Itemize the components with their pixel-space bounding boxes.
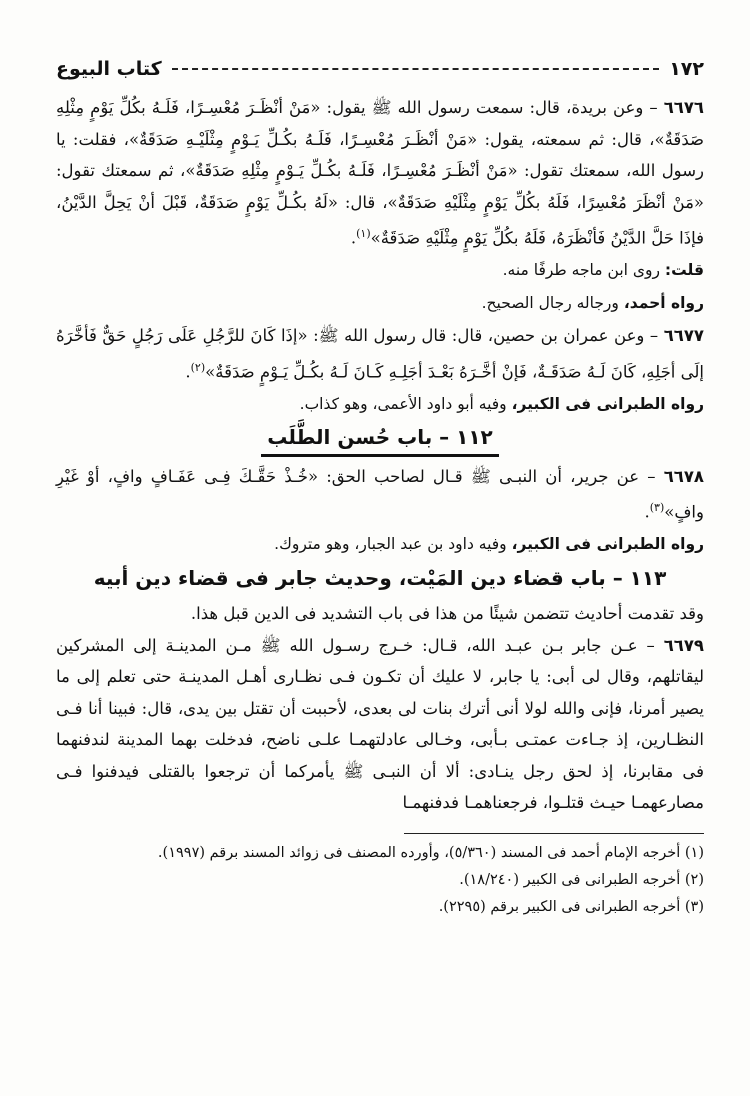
footnote-2: (٢) أخرجه الطبرانى فى الكبير (١٨/٢٤٠). bbox=[459, 871, 704, 888]
header-rule bbox=[172, 68, 660, 70]
footnote-ref: (٣) bbox=[649, 501, 665, 514]
qult-text: روى ابن ماجه طرفًا منه. bbox=[502, 261, 660, 279]
book-page bbox=[56, 52, 704, 1082]
page-header bbox=[56, 52, 704, 86]
hadith-6679 bbox=[56, 630, 704, 819]
hadith-6677: ٦٦٧٧ – وعن عمران بن حصين، قال: قال رسول الله ﷺ: «إذَا كَانَ للرَّجُلِ عَلَى رَجُلٍ حَقٌّ فَأخَّرَهُ إلَى أجَلِهِ، كَانَ لَـهُ صَدَقَـةٌ، فَإنْ أخَّـرَهُ بَعْـدَ أجَلِـهِ كَـانَ لَـهُ بكُـلِّ يَـوْمٍ صَدَقَةٌ»$^{(٢)}$. bbox=[56, 326, 704, 381]
hadith-number: ٦٦٧٨ bbox=[663, 466, 704, 486]
hadith-6678: ٦٦٧٨ – عن جرير، أن النبـى ﷺ قـال لصاحب الحق: «خُـذْ حَقَّـكَ فِـى عَفَـافٍ وافٍ، أوْ غَيْرِ وافٍ»$^{(٣)}$. bbox=[56, 466, 704, 522]
page-number: ١٧٢ bbox=[669, 58, 704, 80]
qult-label: قلت: bbox=[664, 261, 704, 279]
hadith-number: ٦٦٧٩ bbox=[663, 635, 705, 655]
footnote-3: (٣) أخرجه الطبرانى فى الكبير برقم (٢٢٩٥). bbox=[438, 898, 704, 915]
hadith-text: – وعن بريدة، قال: سمعت رسول الله ﷺ يقول: «مَنْ أنْظَـرَ مُعْسِـرًا، فَلَـهُ بكُلِّ يَوْمٍ مِثْلِهِ صَدَقَةٌ»، قال: ثم سمعته، يقول: «مَنْ أنْظَـرَ مُعْسِـرًا، فَلَـهُ بكُـلِّ يَـوْمٍ مِثْلَيْـهِ صَدَقَةٌ»، فقلت: يا رسول الله، سمعتك تقول: «مَنْ أنْظَـرَ مُعْسِـرًا، فَلَـهُ بكُـلِّ يَـوْمٍ مِثْلِهِ صَدَقَةٌ»، ثم سمعتك تقول: «مَنْ أنْظَرَ مُعْسِرًا، فَلَهُ بكُلِّ يَوْمٍ مِثْلَيْهِ صَدَقَةٌ»، قال: «لَهُ بكُـلِّ يَوْمٍ صَدَقَةٌ، قَبْلَ أنْ يَحِلَّ الدَّيْنُ، فإذَا حَلَّ الدَّيْنُ فَأنْظَرَهُ، فَلَهُ بكُلِّ يَوْمٍ مِثْلَيْهِ صَدَقَةٌ» bbox=[56, 98, 704, 248]
footnote-ref: (٢) bbox=[190, 360, 206, 374]
takhrij-tabarani-1 bbox=[56, 389, 704, 421]
takhrij-tabarani-2 bbox=[56, 529, 704, 561]
chapter-heading-113: ١١٣ – باب قضاء دين المَيْت، وحديث جابر فى قضاء دين أبيه bbox=[93, 565, 667, 590]
takhrij-text: وفيه داود بن عبد الجبار، وهو متروك. bbox=[274, 535, 507, 553]
chapter-title: كتاب البيوع bbox=[56, 58, 162, 80]
hadith-number: ٦٦٧٦ bbox=[663, 98, 704, 117]
takhrij-ahmad bbox=[56, 288, 704, 320]
qult-note bbox=[56, 255, 704, 287]
chapter-heading-112: ١١٢ – باب حُسن الطَّلَب bbox=[56, 422, 704, 457]
hadith-text: – وعن عمران بن حصين، قال: قال رسول الله ﷺ: «إذَا كَانَ للرَّجُلِ عَلَى رَجُلٍ حَقٌّ فَأخَّرَهُ إلَى أجَلِهِ، كَانَ لَـهُ صَدَقَـةٌ، فَإنْ أخَّـرَهُ بَعْـدَ أجَلِـهِ كَـانَ لَـهُ بكُـلِّ يَـوْمٍ صَدَقَةٌ» bbox=[56, 326, 704, 381]
page-body bbox=[56, 92, 704, 819]
footnote-1: (١) أخرجه الإمام أحمد فى المسند (٥/٣٦٠)، وأورده المصنف فى زوائد المسند برقم (١٩٩٧). bbox=[157, 844, 704, 861]
hadith-text: – عـن جابر بـن عبـد الله، قـال: خـرج رسـول الله ﷺ مـن المدينـة إلى المشركين ليقاتلهم، وقال لى أبى: يا جابر، لا عليك أن تكـون فـى نظـارى أهـل المدينـة حتى تعلم إلى ما يصير أمرنا، فإنى والله لولا أنى أترك بنات لى بعدى، لأحببت أن تقتل بين يدى، قال: فبينا أنا فـى النظـارين، إذ جـاءت عمتـى بـأبى، وخـالى عادلتهمـا علـى ناضح، فدخلت بهما المدينة لندفنهما فى مقابرنا، إذ لحق رجل ينـادى: ألا أن النبـى ﷺ يأمركما أن ترجعوا بالقتلى فيدفنوا فـى مصارعهمـا حيـث قتلـوا، فرجعناهمـا فدفنهمـا bbox=[56, 635, 704, 812]
hadith-text: – عن جرير، أن النبـى ﷺ قـال لصاحب الحق: «خُـذْ حَقَّـكَ فِـى عَفَـافٍ وافٍ، أوْ غَيْرِ وافٍ» bbox=[56, 466, 704, 522]
takhrij-text: ورجاله رجال الصحيح. bbox=[481, 293, 619, 312]
footnote-ref: (١) bbox=[356, 227, 371, 240]
hadith-6676: ٦٦٧٦ – وعن بريدة، قال: سمعت رسول الله ﷺ يقول: «مَنْ أنْظَـرَ مُعْسِـرًا، فَلَـهُ بكُلِّ يَوْمٍ مِثْلِهِ صَدَقَةٌ»، قال: ثم سمعته، يقول: «مَنْ أنْظَـرَ مُعْسِـرًا، فَلَـهُ بكُـلِّ يَـوْمٍ مِثْلَيْـهِ صَدَقَةٌ»، فقلت: يا رسول الله، سمعتك تقول: «مَنْ أنْظَـرَ مُعْسِـرًا، فَلَـهُ بكُـلِّ يَـوْمٍ مِثْلِهِ صَدَقَةٌ»، ثم سمعتك تقول: «مَنْ أنْظَرَ مُعْسِرًا، فَلَهُ بكُلِّ يَوْمٍ مِثْلَيْهِ صَدَقَةٌ»، قال: «لَهُ بكُـلِّ يَوْمٍ صَدَقَةٌ، قَبْلَ أنْ يَحِلَّ الدَّيْنُ، فإذَا حَلَّ الدَّيْنُ فَأنْظَرَهُ، فَلَهُ بكُلِّ يَوْمٍ مِثْلَيْهِ صَدَقَةٌ»$^{(١)}$. bbox=[56, 98, 704, 248]
takhrij-label: رواه الطبرانى فى الكبير، bbox=[511, 394, 704, 413]
takhrij-label: رواه أحمد، bbox=[623, 293, 704, 312]
intro-text: وقد تقدمت أحاديث تتضمن شيئًا من هذا فى باب التشديد فى الدين قبل هذا. bbox=[190, 604, 704, 623]
takhrij-label: رواه الطبرانى فى الكبير، bbox=[511, 535, 704, 553]
takhrij-text: وفيه أبو داود الأعمى، وهو كذاب. bbox=[299, 394, 507, 413]
hadith-number: ٦٦٧٧ bbox=[663, 326, 704, 345]
footnote-divider bbox=[404, 833, 704, 834]
footnotes bbox=[56, 840, 704, 921]
